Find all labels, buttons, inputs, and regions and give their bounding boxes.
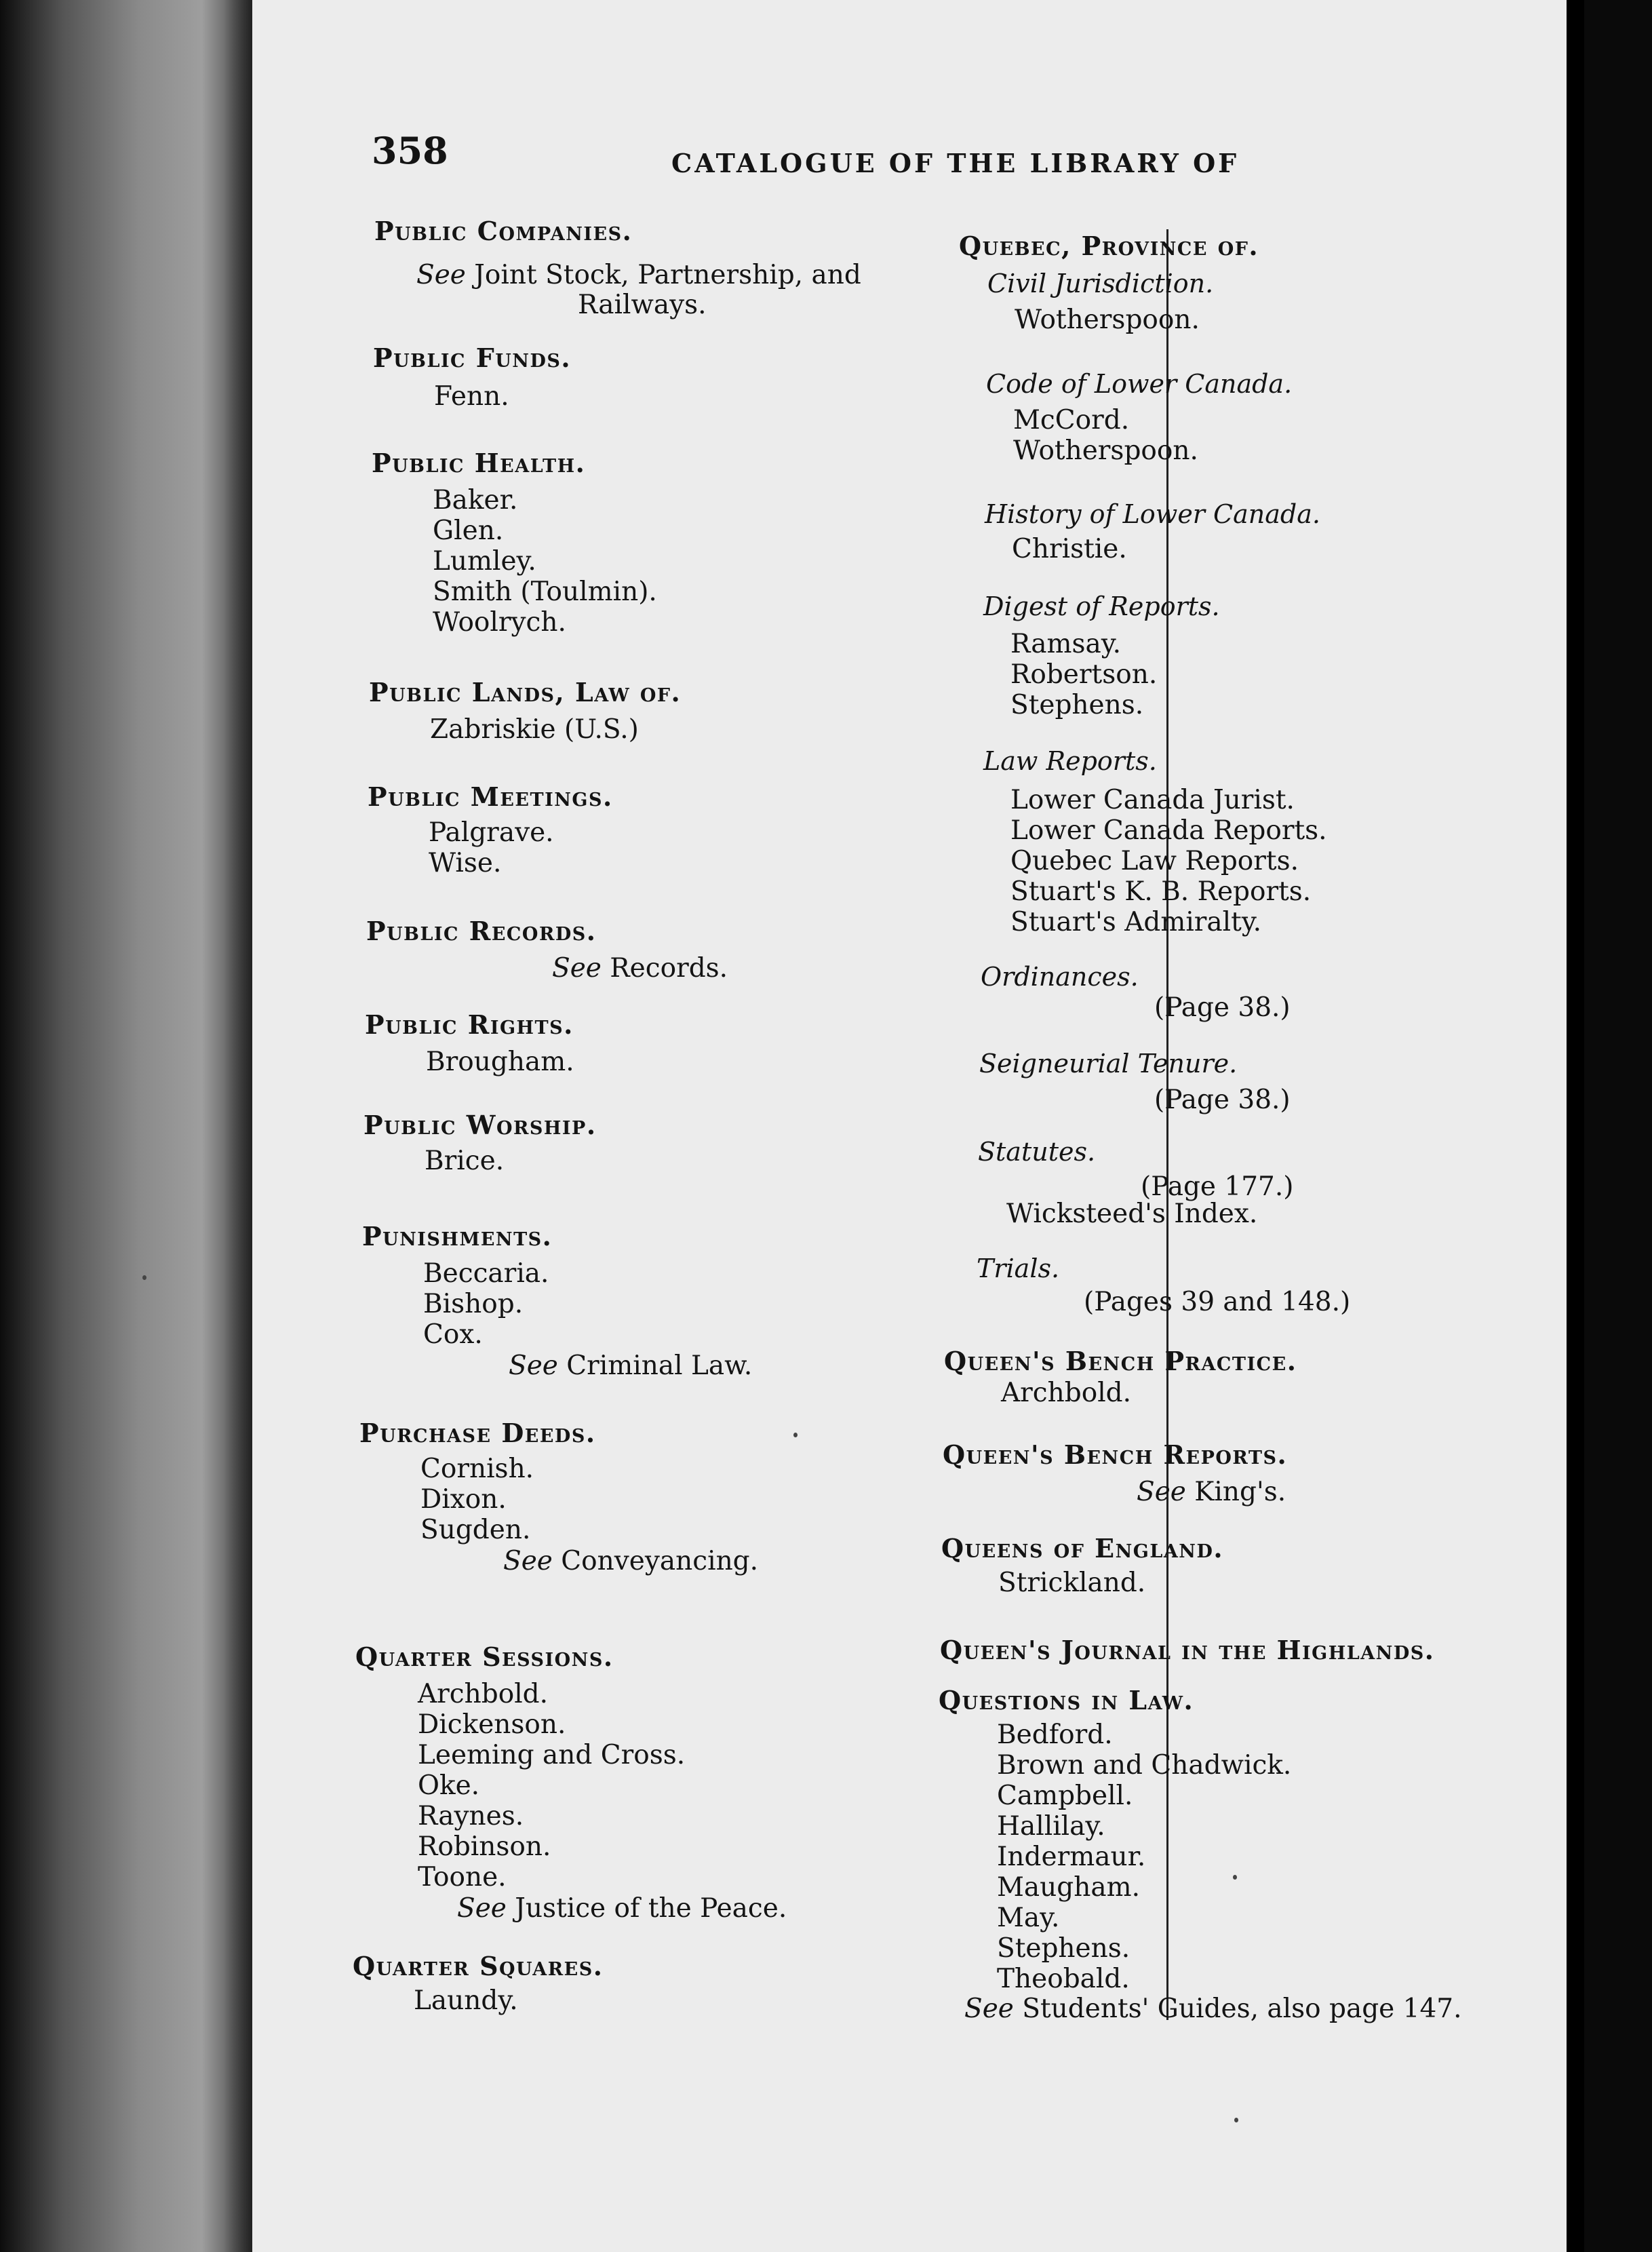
entry: Hallilay. <box>997 1811 1105 1842</box>
see-text: Conveyancing. <box>561 1546 759 1576</box>
see-reference <box>416 260 861 290</box>
see-reference <box>964 1994 1461 2024</box>
see-reference <box>552 954 728 984</box>
subheading-trials: Trials. <box>977 1254 1060 1283</box>
subheading-code-lower-canada: Code of Lower Canada. <box>986 369 1293 399</box>
heading-quarter-squares: Quarter Squares. <box>353 1951 604 1981</box>
subheading-seigneurial-tenure: Seigneurial Tenure. <box>979 1049 1238 1079</box>
entry: Dickenson. <box>418 1709 566 1740</box>
entry: Quebec Law Reports. <box>1010 846 1299 876</box>
book-page-edge <box>0 0 252 2252</box>
see-reference <box>457 1894 787 1924</box>
heading-queens-bench-practice: Queen's Bench Practice. <box>944 1346 1297 1376</box>
entry: Stephens. <box>1010 690 1144 720</box>
entry: Cornish. <box>420 1454 534 1484</box>
adjacent-page-edge <box>1584 0 1652 2252</box>
page-reference: (Page 38.) <box>1154 992 1291 1023</box>
see-text-continued: Railways. <box>578 290 707 320</box>
entry: Palgrave. <box>429 817 554 848</box>
entry: Ramsay. <box>1010 629 1122 659</box>
entry: Lower Canada Reports. <box>1010 815 1327 846</box>
see-text: Records. <box>610 953 728 984</box>
entry: Cox. <box>423 1319 483 1350</box>
entry: Brown and Chadwick. <box>997 1750 1292 1781</box>
heading-questions-in-law: Questions in Law. <box>939 1685 1194 1715</box>
heading-quarter-sessions: Quarter Sessions. <box>355 1642 614 1672</box>
heading-public-companies: Public Companies. <box>374 216 633 246</box>
entry: Wise. <box>429 848 502 878</box>
heading-public-funds: Public Funds. <box>373 343 572 373</box>
see-text: Criminal Law. <box>566 1351 753 1381</box>
heading-purchase-deeds: Purchase Deeds. <box>359 1418 596 1448</box>
see-text: Joint Stock, Partnership, and <box>474 260 861 290</box>
entry: Leeming and Cross. <box>418 1740 686 1770</box>
entry: Toone. <box>418 1862 507 1892</box>
heading-quebec: Quebec, Province of. <box>959 231 1259 261</box>
heading-public-records: Public Records. <box>366 916 597 946</box>
catalogue-page <box>252 0 1567 2252</box>
subheading-history-lower-canada: History of Lower Canada. <box>985 499 1320 529</box>
running-head: CATALOGUE OF THE LIBRARY OF <box>671 148 1240 178</box>
subheading-civil-jurisdiction: Civil Jurisdiction. <box>987 269 1214 298</box>
see-label: See <box>457 1893 507 1924</box>
entry: Stuart's Admiralty. <box>1010 907 1262 937</box>
see-reference <box>1137 1477 1286 1507</box>
see-text: Students' Guides, also page 147. <box>1022 1994 1462 2024</box>
entry: Strickland. <box>998 1568 1146 1598</box>
heading-queens-journal: Queen's Journal in the Highlands. <box>940 1635 1435 1665</box>
entry: Raynes. <box>418 1801 524 1831</box>
see-text: Justice of the Peace. <box>515 1893 787 1924</box>
entry: Archbold. <box>418 1679 549 1709</box>
entry: Campbell. <box>997 1781 1133 1811</box>
entry: Laundy. <box>414 1985 518 2016</box>
subheading-ordinances: Ordinances. <box>981 962 1139 992</box>
entry: Stephens. <box>997 1933 1130 1964</box>
entry: Sugden. <box>420 1515 531 1545</box>
entry: Wotherspoon. <box>1013 435 1198 466</box>
entry: Woolrych. <box>433 607 566 638</box>
entry: Maugham. <box>997 1872 1141 1903</box>
entry: Baker. <box>433 485 518 516</box>
entry: Brougham. <box>426 1047 574 1077</box>
subheading-statutes: Statutes. <box>978 1137 1096 1167</box>
heading-punishments: Punishments. <box>362 1221 553 1251</box>
ink-speck <box>1233 1875 1237 1880</box>
entry: May. <box>997 1903 1060 1933</box>
entry: Fenn. <box>434 381 509 412</box>
see-label: See <box>1137 1477 1186 1507</box>
entry: Theobald. <box>997 1964 1130 1994</box>
heading-public-worship: Public Worship. <box>363 1110 597 1140</box>
see-label: See <box>964 1994 1014 2024</box>
entry: Zabriskie (U.S.) <box>430 714 639 745</box>
see-label: See <box>416 260 466 290</box>
entry: Wotherspoon. <box>1015 305 1200 335</box>
subheading-law-reports: Law Reports. <box>983 746 1157 776</box>
entry: Lower Canada Jurist. <box>1010 785 1295 815</box>
see-reference <box>509 1351 752 1381</box>
subheading-digest-reports: Digest of Reports. <box>983 591 1220 621</box>
see-text: King's. <box>1194 1477 1286 1507</box>
page-reference: (Pages 39 and 148.) <box>1084 1287 1351 1317</box>
entry: Indermaur. <box>997 1842 1146 1872</box>
see-label: See <box>552 953 602 984</box>
ink-speck <box>1234 2118 1238 2122</box>
see-label: See <box>509 1351 558 1381</box>
heading-public-health: Public Health. <box>372 448 586 478</box>
entry: Robinson. <box>418 1831 551 1862</box>
entry: Robertson. <box>1010 659 1158 690</box>
entry: Wicksteed's Index. <box>1006 1199 1258 1229</box>
entry: Archbold. <box>1001 1378 1132 1408</box>
entry: Beccaria. <box>423 1258 549 1289</box>
ink-speck <box>793 1433 798 1437</box>
entry: Brice. <box>425 1146 505 1176</box>
page-reference: (Page 38.) <box>1154 1085 1291 1115</box>
entry: Smith (Toulmin). <box>433 577 657 607</box>
entry: Dixon. <box>420 1484 507 1515</box>
gutter-shadow <box>224 0 254 2252</box>
entry: Stuart's K. B. Reports. <box>1010 876 1312 907</box>
entry: Oke. <box>418 1770 480 1801</box>
heading-queens-of-england: Queens of England. <box>941 1533 1224 1564</box>
entry: Lumley. <box>433 546 536 577</box>
page-number: 358 <box>372 129 448 172</box>
heading-public-lands: Public Lands, Law of. <box>369 677 682 707</box>
heading-public-rights: Public Rights. <box>365 1009 574 1040</box>
see-reference <box>503 1547 758 1576</box>
entry: Bishop. <box>423 1289 524 1319</box>
see-label: See <box>503 1546 553 1576</box>
entry: McCord. <box>1013 405 1130 435</box>
entry: Bedford. <box>997 1720 1113 1750</box>
heading-queens-bench-reports: Queen's Bench Reports. <box>943 1439 1288 1470</box>
heading-public-meetings: Public Meetings. <box>368 781 613 812</box>
ink-speck <box>142 1275 146 1280</box>
entry: Christie. <box>1012 534 1127 564</box>
entry: Glen. <box>433 516 504 546</box>
page-reference: (Page 177.) <box>1141 1171 1294 1202</box>
